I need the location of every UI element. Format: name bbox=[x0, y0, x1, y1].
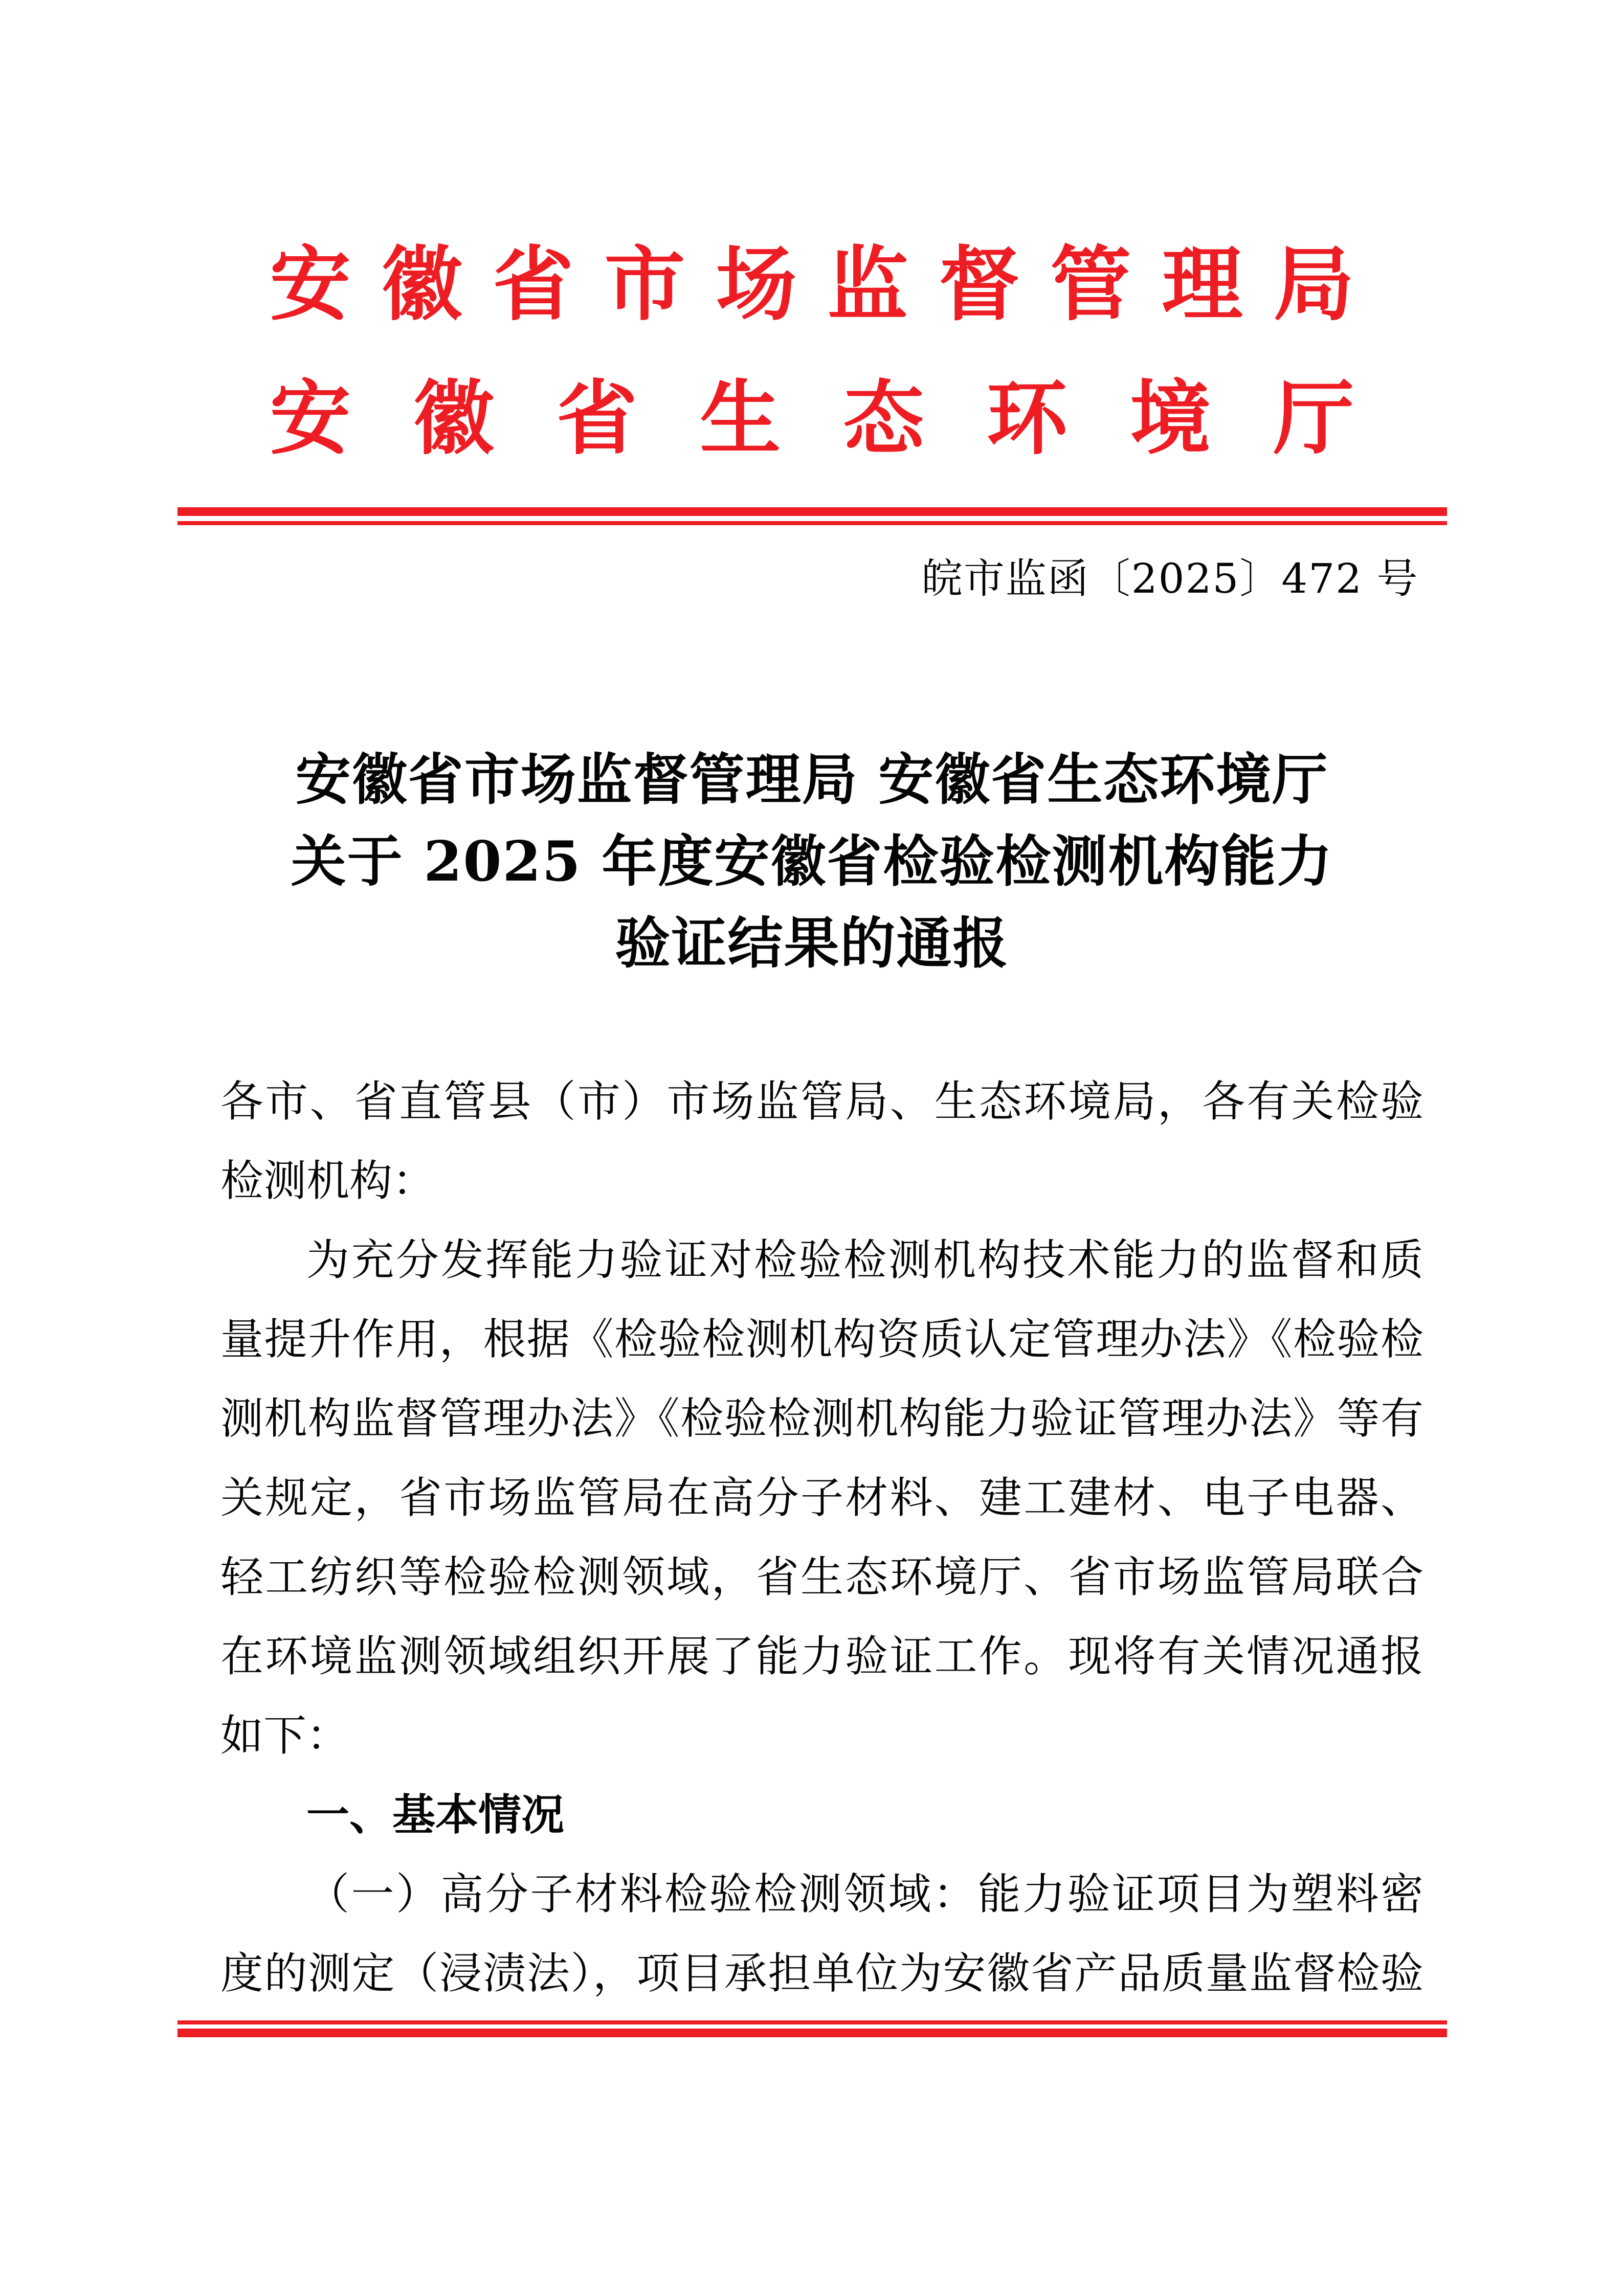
document-number: 皖市监函〔2025〕472 号 bbox=[921, 555, 1419, 602]
body-line: 各市、省直管县（市）市场监管局、生态环境局，各有关检验 bbox=[220, 1076, 1423, 1127]
body-line: 量提升作用，根据《检验检测机构资质认定管理办法》《检验检 bbox=[220, 1314, 1423, 1364]
body-line: 关规定，省市场监管局在高分子材料、建工建材、电子电器、 bbox=[220, 1473, 1423, 1523]
body-line: 轻工纺织等检验检测领域，省生态环境厅、省市场监管局联合 bbox=[220, 1552, 1423, 1602]
body-line: 检测机构： bbox=[220, 1156, 436, 1206]
body-line: 度的测定（浸渍法），项目承担单位为安徽省产品质量监督检验 bbox=[220, 1948, 1423, 1998]
header-divider-thin bbox=[177, 521, 1447, 525]
body-line: 测机构监督管理办法》《检验检测机构能力验证管理办法》等有 bbox=[220, 1393, 1423, 1444]
document-title-line-2: 关于 2025 年度安徽省检验检测机构能力 bbox=[291, 829, 1333, 894]
document-body bbox=[220, 1062, 1423, 2013]
document-title bbox=[0, 739, 1624, 984]
body-line: 在环境监测领域组织开展了能力验证工作。现将有关情况通报 bbox=[220, 1631, 1423, 1681]
letterhead-agency-line-1: 安徽省市场监督管理局 bbox=[270, 237, 1354, 332]
letterhead-agency-line-2: 安徽省生态环境厅 bbox=[270, 371, 1354, 466]
body-section-heading: 一、基本情况 bbox=[306, 1790, 565, 1840]
body-line: 如下： bbox=[220, 1710, 350, 1761]
header-divider-thick bbox=[177, 507, 1447, 516]
document-title-line-3: 验证结果的通报 bbox=[615, 911, 1009, 976]
document-title-line-1: 安徽省市场监督管理局 安徽省生态环境厅 bbox=[295, 748, 1329, 812]
footer-divider-thin bbox=[177, 2020, 1447, 2024]
footer-divider-thick bbox=[177, 2029, 1447, 2037]
body-line: 为充分发挥能力验证对检验检测机构技术能力的监督和质 bbox=[306, 1235, 1423, 1285]
letterhead bbox=[270, 0, 1354, 467]
body-line: （一）高分子材料检验检测领域：能力验证项目为塑料密 bbox=[306, 1869, 1423, 1919]
